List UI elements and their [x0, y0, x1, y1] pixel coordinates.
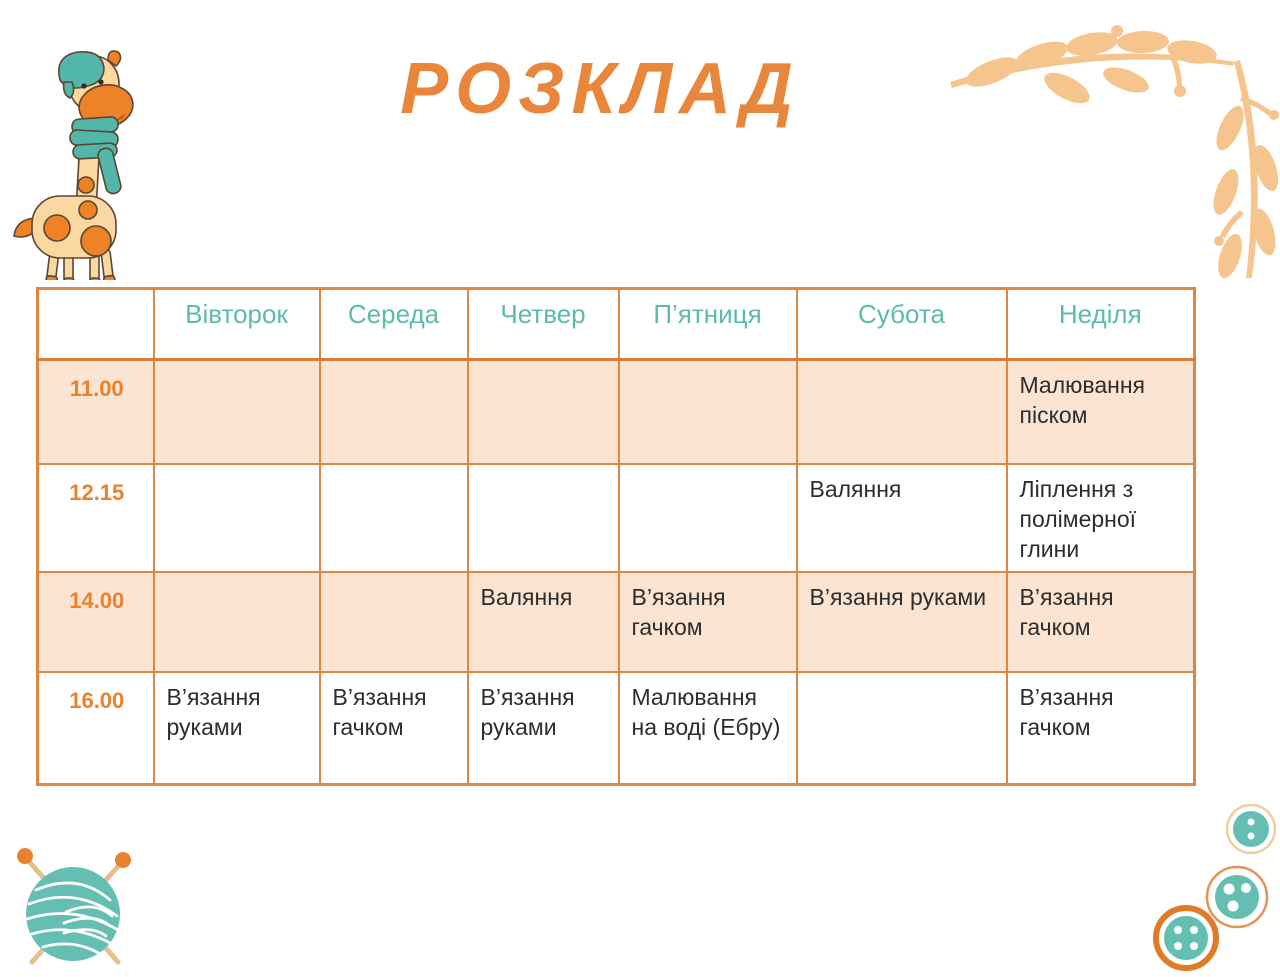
table-row: [38, 360, 1195, 464]
day-header-thursday: Четвер: [468, 289, 619, 360]
time-label: 12.15: [38, 464, 154, 572]
sewing-buttons: [1140, 796, 1280, 977]
time-label: 14.00: [38, 572, 154, 672]
button-three-holes: [1207, 867, 1267, 927]
time-label: 16.00: [38, 672, 154, 785]
time-label: 11.00: [38, 360, 154, 464]
schedule-cell: [320, 572, 468, 672]
button-two-holes: [1227, 805, 1275, 853]
schedule-table: [36, 287, 1196, 786]
schedule-cell: Валяння: [797, 464, 1007, 572]
schedule-cell: [619, 360, 797, 464]
time-column-header: [38, 289, 154, 360]
schedule-cell: В’язання гачком: [1007, 672, 1195, 785]
schedule-cell: Ліплення з полімерної глини: [1007, 464, 1195, 572]
table-row: [38, 672, 1195, 785]
schedule-cell: [320, 360, 468, 464]
day-header-saturday: Субота: [797, 289, 1007, 360]
schedule-cell: В’язання гачком: [320, 672, 468, 785]
schedule-cell: [797, 672, 1007, 785]
schedule-cell: [154, 572, 320, 672]
yarn-ball-icon: [6, 826, 156, 966]
table-row: [38, 572, 1195, 672]
schedule-cell: [154, 464, 320, 572]
schedule-cell: В’язання руками: [154, 672, 320, 785]
giraffe-illustration: [4, 22, 154, 285]
sewing-buttons-icon: [1140, 796, 1280, 972]
day-header-friday: П’ятниця: [619, 289, 797, 360]
day-header-wednesday: Середа: [320, 289, 468, 360]
giraffe-icon: [4, 22, 154, 280]
schedule-cell: Валяння: [468, 572, 619, 672]
schedule-cell: В’язання руками: [468, 672, 619, 785]
schedule-cell: В’язання гачком: [619, 572, 797, 672]
table-header-row: [38, 289, 1195, 360]
page-title: РОЗКЛАД: [400, 49, 800, 129]
yarn-ball-with-needles: [6, 826, 156, 971]
schedule-cell: В’язання руками: [797, 572, 1007, 672]
schedule-cell: [320, 464, 468, 572]
schedule-cell: [619, 464, 797, 572]
schedule-cell: [797, 360, 1007, 464]
schedule-cell: В’язання гачком: [1007, 572, 1195, 672]
schedule-cell: Малювання піском: [1007, 360, 1195, 464]
day-header-tuesday: Вівторок: [154, 289, 320, 360]
schedule-cell: Малювання на воді (Ебру): [619, 672, 797, 785]
button-four-holes: [1156, 908, 1216, 968]
schedule-cell: [468, 464, 619, 572]
schedule-cell: [468, 360, 619, 464]
schedule-cell: [154, 360, 320, 464]
leaf-branch-corner: [930, 0, 1280, 290]
day-header-sunday: Неділя: [1007, 289, 1195, 360]
leaf-branch-icon: [930, 0, 1280, 285]
table-row: [38, 464, 1195, 572]
